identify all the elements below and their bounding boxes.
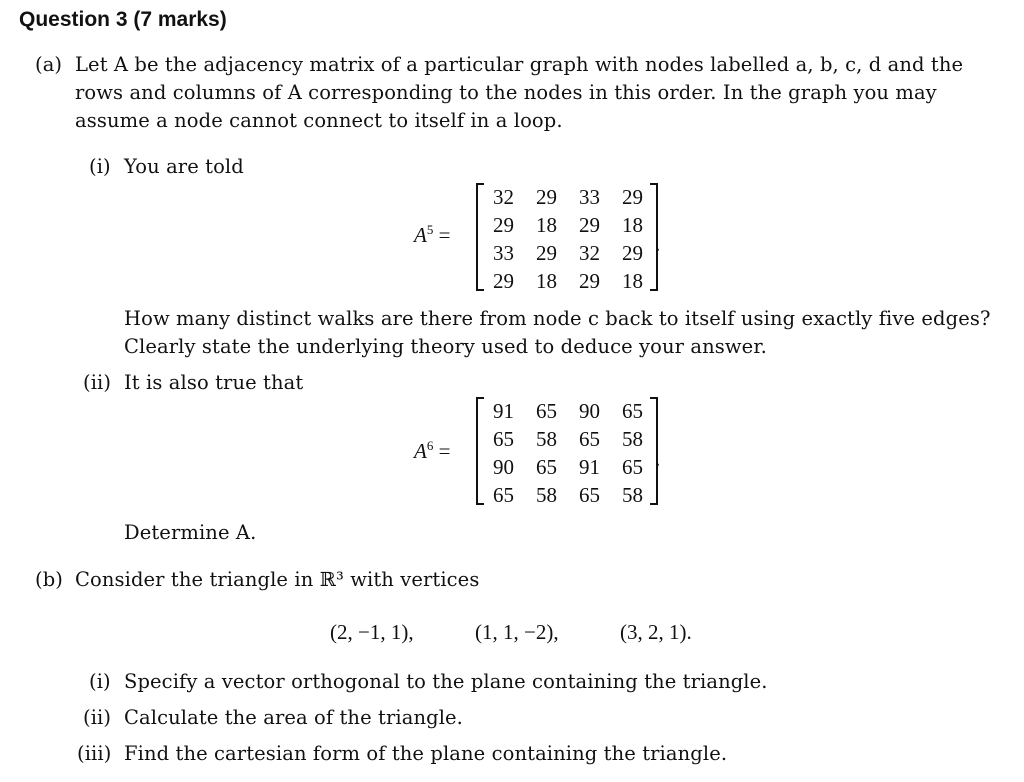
- matrix-cell: 65: [536, 399, 557, 423]
- matrix-cell: 58: [622, 483, 643, 507]
- part-b-i-text: Specify a vector orthogonal to the plane containing the triangle.: [124, 670, 768, 693]
- matrix-cell: 65: [493, 427, 514, 451]
- matrix-cell: 65: [493, 483, 514, 507]
- matrix-cell: 29: [493, 213, 514, 237]
- matrix-a5: [476, 183, 661, 293]
- matrix-cell: 29: [536, 241, 557, 265]
- matrix-cell: 65: [622, 455, 643, 479]
- vertex-3: (3, 2, 1).: [620, 620, 692, 644]
- matrix-cell: 90: [579, 399, 600, 423]
- matrix-cell: 29: [579, 213, 600, 237]
- matrix-cell: 29: [622, 241, 643, 265]
- matrix-cell: 58: [536, 427, 557, 451]
- matrix-cell: 18: [622, 213, 643, 237]
- matrix-cell: 65: [536, 455, 557, 479]
- matrix-cell: 90: [493, 455, 514, 479]
- part-a-ii-determine: Determine A.: [124, 521, 257, 544]
- part-b-ii-text: Calculate the area of the triangle.: [124, 706, 463, 729]
- part-a-label: (a): [35, 53, 63, 76]
- matrix-cell: 18: [536, 269, 557, 293]
- matrix-cell: 65: [579, 483, 600, 507]
- matrix-cell: 29: [579, 269, 600, 293]
- matrix-cell: 91: [579, 455, 600, 479]
- matrix-cell: 33: [579, 185, 600, 209]
- matrix-cell: 58: [622, 427, 643, 451]
- part-a-i-label: (i): [89, 155, 111, 178]
- a5-period: .: [655, 232, 661, 256]
- part-a-ii-label: (ii): [83, 371, 112, 394]
- matrix-cell: 18: [622, 269, 643, 293]
- part-a-intro-line3: assume a node cannot connect to itself in a loop.: [75, 109, 563, 132]
- a6-lhs: $A^6$ =: [414, 438, 451, 463]
- question-title: Question 3 (7 marks): [19, 8, 227, 31]
- part-b-iii-text: Find the cartesian form of the plane containing the triangle.: [124, 742, 728, 765]
- matrix-cell: 65: [622, 399, 643, 423]
- matrix-a6: [476, 397, 661, 507]
- part-b-label: (b): [35, 568, 63, 591]
- matrix-cell: 29: [536, 185, 557, 209]
- part-a-i-question-line2: Clearly state the underlying theory used to deduce your answer.: [124, 335, 767, 358]
- matrix-cell: 65: [579, 427, 600, 451]
- part-b-i-label: (i): [89, 670, 111, 693]
- matrix-cell: 32: [493, 185, 514, 209]
- matrix-cell: 33: [493, 241, 514, 265]
- matrix-cell: 91: [493, 399, 514, 423]
- part-a-ii-text: It is also true that: [124, 371, 304, 394]
- a6-period: .: [655, 447, 661, 471]
- a5-lhs: $A^5$ =: [414, 222, 451, 247]
- part-a-intro-line1: Let A be the adjacency matrix of a particular graph with nodes labelled a, b, c, d and the: [75, 53, 964, 76]
- matrix-cell: 18: [536, 213, 557, 237]
- matrix-cell: 58: [536, 483, 557, 507]
- part-a-i-question-line1: How many distinct walks are there from node c back to itself using exactly five edges?: [124, 307, 991, 330]
- part-b-iii-label: (iii): [77, 742, 112, 765]
- part-b-ii-label: (ii): [83, 706, 112, 729]
- part-a-intro-line2: rows and columns of A corresponding to the nodes in this order. In the graph you may: [75, 81, 937, 104]
- vertex-1: (2, −1, 1),: [330, 620, 414, 644]
- matrix-cell: 32: [579, 241, 600, 265]
- matrix-cell: 29: [493, 269, 514, 293]
- vertex-2: (1, 1, −2),: [475, 620, 559, 644]
- part-a-i-text: You are told: [124, 155, 244, 178]
- matrix-cell: 29: [622, 185, 643, 209]
- part-b-intro: Consider the triangle in ℝ³ with vertices: [75, 568, 480, 591]
